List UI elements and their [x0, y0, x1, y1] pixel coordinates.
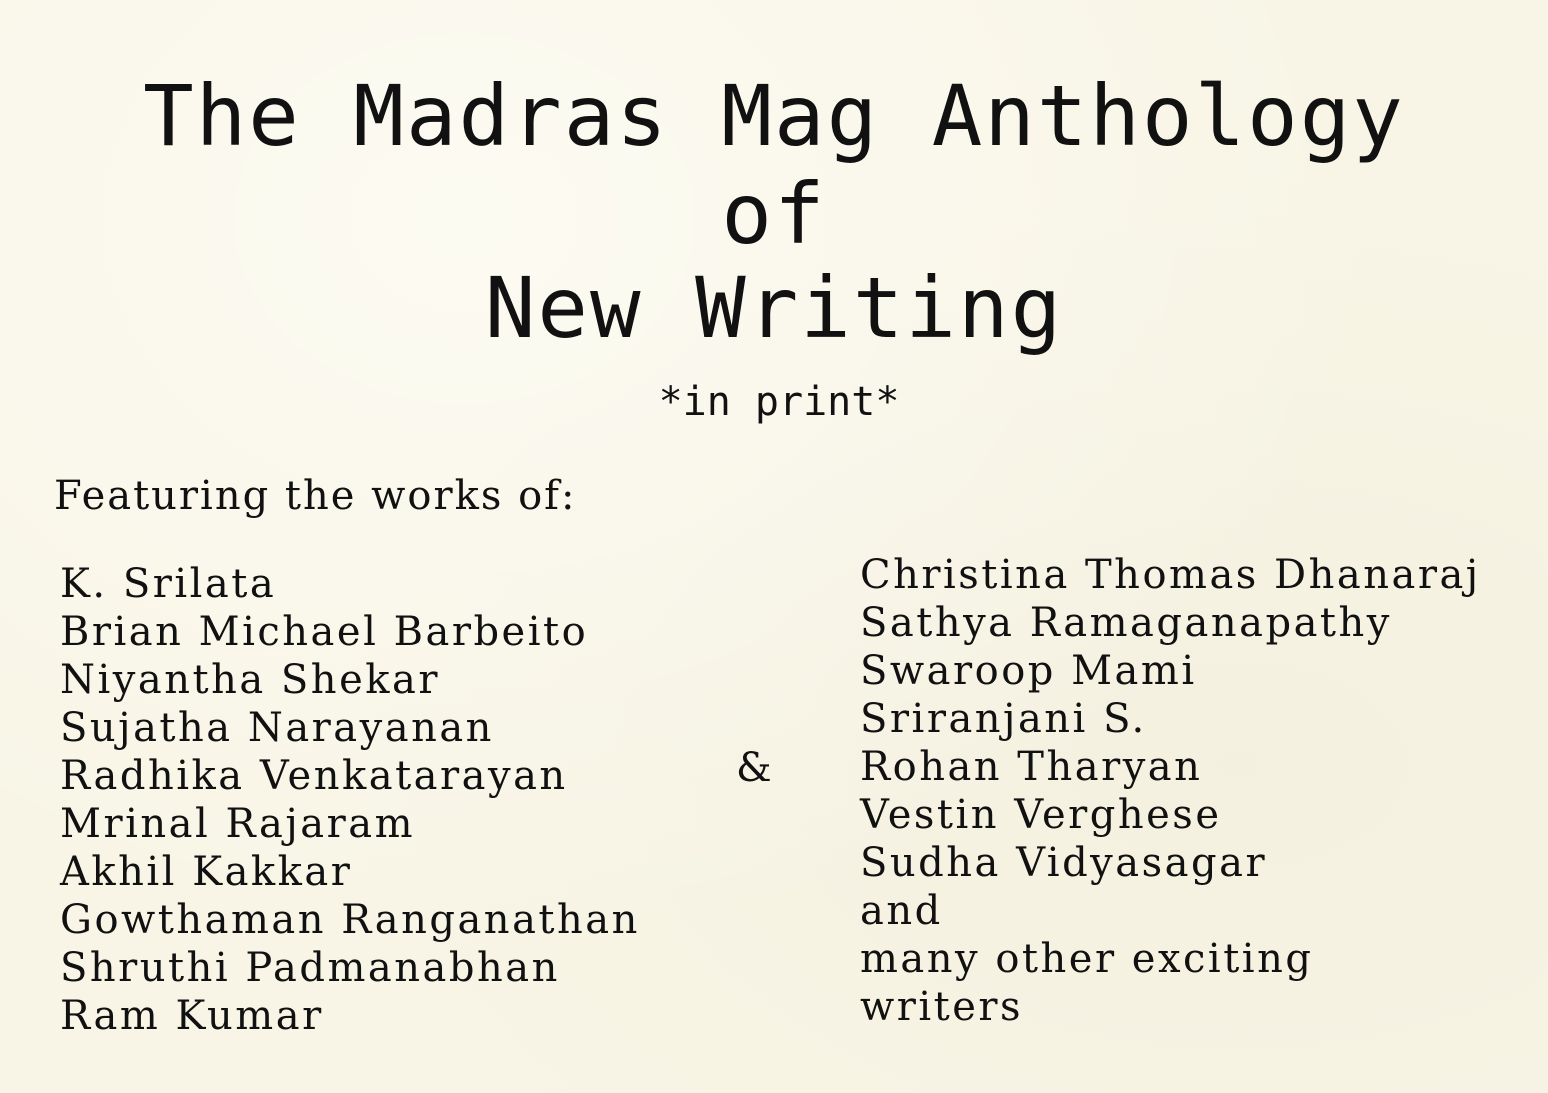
contributor-name: Sriranjani S. — [860, 696, 1147, 742]
title-line-2: of — [721, 165, 827, 263]
contributor-name: Radhika Venkatarayan — [60, 753, 568, 799]
contributor-name: Brian Michael Barbeito — [60, 609, 589, 655]
contributor-name: Mrinal Rajaram — [60, 801, 416, 847]
contributor-name: Gowthaman Ranganathan — [60, 897, 640, 943]
closing-text: many other exciting — [860, 936, 1314, 982]
contributor-name: Sujatha Narayanan — [60, 705, 494, 751]
title-line-1: The Madras Mag Anthology — [143, 67, 1405, 165]
contributor-name: Sathya Ramaganapathy — [860, 600, 1392, 646]
contributor-name: Sudha Vidyasagar — [860, 840, 1268, 886]
featuring-label: Featuring the works of: — [54, 473, 577, 519]
contributor-name: Niyantha Shekar — [60, 657, 440, 703]
contributor-name: Akhil Kakkar — [60, 849, 353, 895]
title-line-3: New Writing — [484, 259, 1064, 357]
left-names-list — [60, 560, 640, 1040]
contributor-name: Rohan Tharyan — [860, 744, 1203, 790]
subtitle-in-print: *in print* — [658, 379, 900, 425]
contributor-name: Ram Kumar — [60, 993, 324, 1039]
right-names-list — [860, 551, 1481, 1031]
ampersand-separator: & — [736, 745, 772, 791]
contributor-name: Vestin Verghese — [860, 792, 1222, 838]
closing-text: and — [860, 888, 943, 934]
closing-text: writers — [860, 984, 1024, 1030]
contributor-name: Swaroop Mami — [860, 648, 1197, 694]
contributor-name: Shruthi Padmanabhan — [60, 945, 560, 991]
contributor-name: Christina Thomas Dhanaraj — [860, 552, 1481, 598]
contributor-name: K. Srilata — [60, 561, 277, 607]
